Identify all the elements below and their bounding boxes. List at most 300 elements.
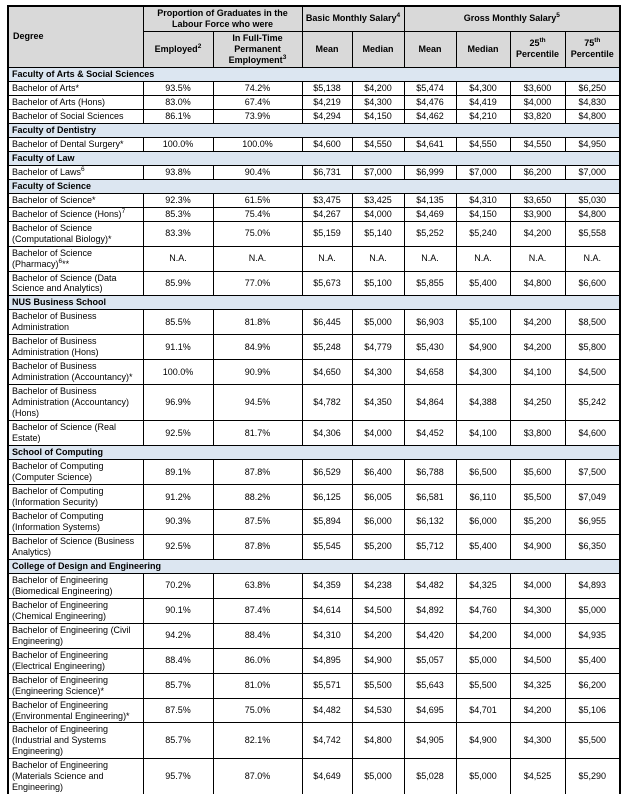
value-cell: $4,658 [404,360,456,385]
column-header-gross-mean: Mean [404,31,456,67]
value-cell: 85.7% [143,723,213,759]
degree-name: Bachelor of Engineering (Engineering Science)* [8,673,143,698]
value-cell: $4,482 [302,698,352,723]
section-title: Faculty of Dentistry [8,123,620,137]
value-cell: 100.0% [143,360,213,385]
value-cell: N.A. [213,246,302,271]
value-cell: 63.8% [213,573,302,598]
value-cell: $7,000 [456,165,510,179]
value-cell: $4,210 [456,109,510,123]
value-cell: $6,788 [404,460,456,485]
value-cell: $5,673 [302,271,352,296]
value-cell: $4,500 [352,598,404,623]
graduate-employment-table [7,5,621,794]
degree-name: Bachelor of Science (Real Estate) [8,421,143,446]
degree-name: Bachelor of Science* [8,193,143,207]
value-cell: $5,500 [565,723,620,759]
section-row [8,123,620,137]
value-cell: $5,000 [456,648,510,673]
value-cell: $4,895 [302,648,352,673]
value-cell: 87.8% [213,460,302,485]
table-row [8,698,620,723]
value-cell: 90.4% [213,165,302,179]
value-cell: $4,900 [352,648,404,673]
value-cell: $6,005 [352,485,404,510]
table-row [8,310,620,335]
table-row [8,460,620,485]
column-header-employed: Employed$^2$ [143,31,213,67]
table-row [8,723,620,759]
table-row [8,534,620,559]
value-cell: 88.2% [213,485,302,510]
value-cell: $4,800 [510,271,565,296]
value-cell: $4,893 [565,573,620,598]
value-cell: 87.5% [143,698,213,723]
value-cell: 87.0% [213,759,302,794]
table-header [8,6,620,67]
value-cell: $4,300 [352,95,404,109]
value-cell: $6,903 [404,310,456,335]
header-group-row [8,6,620,31]
value-cell: $4,300 [456,81,510,95]
value-cell: $5,140 [352,221,404,246]
value-cell: $6,200 [510,165,565,179]
value-cell: $4,800 [565,109,620,123]
value-cell: $4,935 [565,623,620,648]
section-row [8,151,620,165]
value-cell: 87.4% [213,598,302,623]
value-cell: $3,600 [510,81,565,95]
table-row [8,335,620,360]
value-cell: $4,550 [456,137,510,151]
value-cell: $5,000 [456,759,510,794]
value-cell: $6,581 [404,485,456,510]
table-row [8,421,620,446]
value-cell: $4,300 [510,598,565,623]
value-cell: $6,000 [456,509,510,534]
value-cell: 75.4% [213,207,302,221]
value-cell: $5,028 [404,759,456,794]
value-cell: $4,250 [510,385,565,421]
table-row [8,598,620,623]
value-cell: 91.2% [143,485,213,510]
value-cell: 81.0% [213,673,302,698]
value-cell: 75.0% [213,698,302,723]
value-cell: $4,325 [456,573,510,598]
value-cell: $4,742 [302,723,352,759]
value-cell: N.A. [456,246,510,271]
value-cell: $4,100 [510,360,565,385]
value-cell: $4,525 [510,759,565,794]
table-row [8,573,620,598]
value-cell: $6,445 [302,310,352,335]
value-cell: 88.4% [213,623,302,648]
value-cell: $5,057 [404,648,456,673]
value-cell: $4,500 [565,360,620,385]
degree-name: Bachelor of Engineering (Chemical Engineering) [8,598,143,623]
value-cell: $4,500 [510,648,565,673]
value-cell: $4,219 [302,95,352,109]
value-cell: $4,782 [302,385,352,421]
value-cell: 96.9% [143,385,213,421]
degree-name: Bachelor of Science (Business Analytics) [8,534,143,559]
value-cell: $5,138 [302,81,352,95]
value-cell: 100.0% [143,137,213,151]
value-cell: 87.5% [213,509,302,534]
table-row [8,221,620,246]
value-cell: $8,500 [565,310,620,335]
value-cell: $4,830 [565,95,620,109]
degree-name: Bachelor of Engineering (Biomedical Engineering) [8,573,143,598]
value-cell: $4,150 [352,109,404,123]
value-cell: $4,760 [456,598,510,623]
value-cell: $4,300 [352,360,404,385]
value-cell: $5,643 [404,673,456,698]
column-group-proportion: Proportion of Graduates in the Labour Force who were [143,6,302,31]
value-cell: 86.0% [213,648,302,673]
value-cell: 90.9% [213,360,302,385]
value-cell: $4,600 [302,137,352,151]
value-cell: $4,359 [302,573,352,598]
value-cell: 84.9% [213,335,302,360]
degree-name: Bachelor of Science (Hons)$^7$ [8,207,143,221]
value-cell: 88.4% [143,648,213,673]
section-row [8,179,620,193]
section-title: School of Computing [8,446,620,460]
table-row [8,109,620,123]
value-cell: $3,900 [510,207,565,221]
value-cell: $5,400 [456,271,510,296]
degree-name: Bachelor of Engineering (Industrial and Systems Engineering) [8,723,143,759]
value-cell: $4,600 [565,421,620,446]
value-cell: $4,388 [456,385,510,421]
section-title: College of Design and Engineering [8,559,620,573]
value-cell: $4,482 [404,573,456,598]
value-cell: $6,000 [352,509,404,534]
degree-name: Bachelor of Arts (Hons) [8,95,143,109]
value-cell: N.A. [565,246,620,271]
value-cell: 92.5% [143,421,213,446]
value-cell: 75.0% [213,221,302,246]
value-cell: $4,550 [352,137,404,151]
table-row [8,271,620,296]
degree-name: Bachelor of Science (Computational Biology)* [8,221,143,246]
value-cell: $6,350 [565,534,620,559]
value-cell: $5,400 [456,534,510,559]
value-cell: $7,000 [352,165,404,179]
value-cell: $4,294 [302,109,352,123]
value-cell: $5,571 [302,673,352,698]
table-row [8,193,620,207]
value-cell: N.A. [510,246,565,271]
value-cell: 94.5% [213,385,302,421]
table-row [8,81,620,95]
column-header-basic-median: Median [352,31,404,67]
table-row [8,165,620,179]
value-cell: $5,474 [404,81,456,95]
table-row [8,246,620,271]
value-cell: 86.1% [143,109,213,123]
table-body [8,67,620,794]
value-cell: 93.5% [143,81,213,95]
value-cell: N.A. [352,246,404,271]
value-cell: $5,200 [510,509,565,534]
column-header-degree: Degree [8,6,143,67]
table-row [8,509,620,534]
value-cell: $4,200 [456,623,510,648]
value-cell: $4,530 [352,698,404,723]
value-cell: 90.3% [143,509,213,534]
table-row [8,207,620,221]
degree-name: Bachelor of Business Administration (Hons) [8,335,143,360]
value-cell: $5,500 [352,673,404,698]
value-cell: $4,200 [510,221,565,246]
value-cell: $4,100 [456,421,510,446]
value-cell: $4,310 [302,623,352,648]
value-cell: $6,200 [565,673,620,698]
value-cell: $4,306 [302,421,352,446]
value-cell: $3,650 [510,193,565,207]
value-cell: $4,900 [510,534,565,559]
value-cell: 92.3% [143,193,213,207]
value-cell: $5,855 [404,271,456,296]
column-group-gross-salary: Gross Monthly Salary$^5$ [404,6,620,31]
value-cell: $5,430 [404,335,456,360]
value-cell: N.A. [302,246,352,271]
value-cell: $4,800 [352,723,404,759]
value-cell: $4,000 [510,573,565,598]
value-cell: $4,800 [565,207,620,221]
value-cell: 83.0% [143,95,213,109]
value-cell: 73.9% [213,109,302,123]
value-cell: $4,905 [404,723,456,759]
section-title: NUS Business School [8,296,620,310]
value-cell: $3,475 [302,193,352,207]
value-cell: $4,462 [404,109,456,123]
value-cell: $5,712 [404,534,456,559]
value-cell: 81.7% [213,421,302,446]
value-cell: $4,864 [404,385,456,421]
degree-name: Bachelor of Science (Pharmacy)$^6$** [8,246,143,271]
value-cell: $5,600 [510,460,565,485]
value-cell: $4,200 [510,335,565,360]
degree-name: Bachelor of Engineering (Materials Science and Engineering) [8,759,143,794]
degree-name: Bachelor of Science (Data Science and Analytics) [8,271,143,296]
value-cell: $4,469 [404,207,456,221]
value-cell: N.A. [143,246,213,271]
value-cell: N.A. [404,246,456,271]
degree-name: Bachelor of Social Sciences [8,109,143,123]
value-cell: $4,641 [404,137,456,151]
value-cell: $5,800 [565,335,620,360]
value-cell: $4,150 [456,207,510,221]
value-cell: 77.0% [213,271,302,296]
value-cell: $5,106 [565,698,620,723]
value-cell: $4,779 [352,335,404,360]
value-cell: $4,419 [456,95,510,109]
value-cell: $5,000 [352,310,404,335]
value-cell: $4,000 [510,623,565,648]
column-header-fulltime-permanent: In Full-Time Permanent Employment$^3$ [213,31,302,67]
value-cell: $6,110 [456,485,510,510]
value-cell: 74.2% [213,81,302,95]
value-cell: 85.3% [143,207,213,221]
value-cell: $5,000 [352,759,404,794]
value-cell: 82.1% [213,723,302,759]
table-row [8,385,620,421]
degree-name: Bachelor of Business Administration [8,310,143,335]
value-cell: 100.0% [213,137,302,151]
value-cell: $4,238 [352,573,404,598]
section-row [8,296,620,310]
value-cell: $4,300 [510,723,565,759]
degree-name: Bachelor of Engineering (Electrical Engineering) [8,648,143,673]
value-cell: $5,000 [565,598,620,623]
degree-name: Bachelor of Engineering (Civil Engineering) [8,623,143,648]
value-cell: 92.5% [143,534,213,559]
value-cell: $4,900 [456,723,510,759]
value-cell: $4,649 [302,759,352,794]
value-cell: $6,125 [302,485,352,510]
value-cell: $4,650 [302,360,352,385]
value-cell: $5,558 [565,221,620,246]
value-cell: 85.5% [143,310,213,335]
value-cell: $5,242 [565,385,620,421]
value-cell: 61.5% [213,193,302,207]
value-cell: $6,529 [302,460,352,485]
degree-name: Bachelor of Dental Surgery* [8,137,143,151]
value-cell: 89.1% [143,460,213,485]
value-cell: $5,252 [404,221,456,246]
value-cell: $5,030 [565,193,620,207]
degree-name: Bachelor of Computing (Computer Science) [8,460,143,485]
value-cell: $4,325 [510,673,565,698]
value-cell: $3,800 [510,421,565,446]
value-cell: $4,950 [565,137,620,151]
value-cell: $5,894 [302,509,352,534]
value-cell: $4,200 [510,310,565,335]
value-cell: $4,900 [456,335,510,360]
value-cell: $4,476 [404,95,456,109]
value-cell: $5,240 [456,221,510,246]
value-cell: 91.1% [143,335,213,360]
table-row [8,759,620,794]
value-cell: $3,820 [510,109,565,123]
table-row [8,360,620,385]
value-cell: $4,000 [352,207,404,221]
value-cell: $5,400 [565,648,620,673]
section-row [8,446,620,460]
degree-name: Bachelor of Engineering (Environmental Engineering)* [8,698,143,723]
section-title: Faculty of Law [8,151,620,165]
value-cell: $4,000 [510,95,565,109]
value-cell: $4,695 [404,698,456,723]
value-cell: $4,300 [456,360,510,385]
column-header-75th-percentile: 75th Percentile [565,31,620,67]
table-row [8,95,620,109]
value-cell: $5,159 [302,221,352,246]
value-cell: $6,999 [404,165,456,179]
value-cell: $5,200 [352,534,404,559]
value-cell: $5,248 [302,335,352,360]
value-cell: $7,000 [565,165,620,179]
value-cell: 83.3% [143,221,213,246]
degree-name: Bachelor of Computing (Information Security) [8,485,143,510]
value-cell: 94.2% [143,623,213,648]
table-row [8,623,620,648]
value-cell: $4,000 [352,421,404,446]
value-cell: $4,135 [404,193,456,207]
value-cell: $4,200 [352,623,404,648]
column-group-basic-salary: Basic Monthly Salary$^4$ [302,6,404,31]
value-cell: $4,614 [302,598,352,623]
value-cell: $6,731 [302,165,352,179]
table-row [8,485,620,510]
value-cell: $6,955 [565,509,620,534]
degree-name: Bachelor of Business Administration (Accountancy) (Hons) [8,385,143,421]
value-cell: $5,290 [565,759,620,794]
section-row [8,67,620,81]
column-header-gross-median: Median [456,31,510,67]
value-cell: $6,500 [456,460,510,485]
value-cell: 81.8% [213,310,302,335]
column-header-25th-percentile: 25th Percentile [510,31,565,67]
degree-name: Bachelor of Arts* [8,81,143,95]
value-cell: $5,100 [352,271,404,296]
value-cell: 93.8% [143,165,213,179]
value-cell: $3,425 [352,193,404,207]
degree-name: Bachelor of Computing (Information Systems) [8,509,143,534]
value-cell: 87.8% [213,534,302,559]
value-cell: $7,500 [565,460,620,485]
value-cell: 85.7% [143,673,213,698]
value-cell: $5,500 [456,673,510,698]
table-row [8,137,620,151]
section-title: Faculty of Science [8,179,620,193]
value-cell: 70.2% [143,573,213,598]
value-cell: $6,250 [565,81,620,95]
value-cell: $4,200 [510,698,565,723]
value-cell: $4,452 [404,421,456,446]
value-cell: $5,545 [302,534,352,559]
value-cell: $4,200 [352,81,404,95]
table-row [8,648,620,673]
degree-name: Bachelor of Business Administration (Accountancy)* [8,360,143,385]
value-cell: $4,892 [404,598,456,623]
column-header-basic-mean: Mean [302,31,352,67]
value-cell: $4,420 [404,623,456,648]
value-cell: $5,500 [510,485,565,510]
value-cell: $4,310 [456,193,510,207]
value-cell: $6,400 [352,460,404,485]
table-row [8,673,620,698]
section-row [8,559,620,573]
value-cell: $4,350 [352,385,404,421]
value-cell: 90.1% [143,598,213,623]
value-cell: 95.7% [143,759,213,794]
degree-name: Bachelor of Laws$^6$ [8,165,143,179]
value-cell: $6,600 [565,271,620,296]
value-cell: 85.9% [143,271,213,296]
value-cell: $7,049 [565,485,620,510]
value-cell: $4,550 [510,137,565,151]
value-cell: $5,100 [456,310,510,335]
value-cell: $4,267 [302,207,352,221]
section-title: Faculty of Arts & Social Sciences [8,67,620,81]
value-cell: $6,132 [404,509,456,534]
value-cell: $4,701 [456,698,510,723]
value-cell: 67.4% [213,95,302,109]
